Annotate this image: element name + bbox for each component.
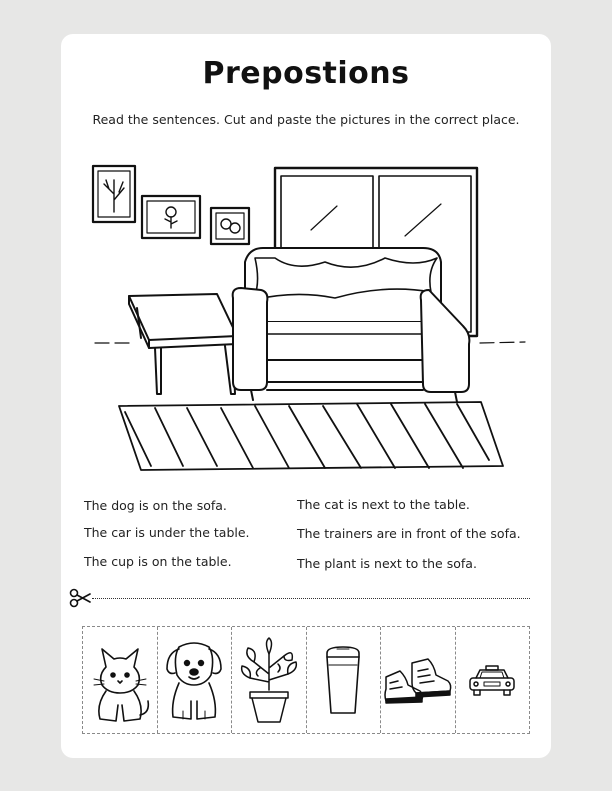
sentence-cup-table: The cup is on the table.	[84, 554, 232, 569]
picture-frame-circles	[211, 208, 249, 244]
picture-frame-branch	[93, 166, 135, 222]
sentence-trainers-sofa: The trainers are in front of the sofa.	[297, 526, 521, 541]
page-title: Prepostions	[202, 56, 410, 91]
picture-frame-flower	[142, 196, 200, 238]
cutout-strip	[82, 626, 530, 734]
sentence-dog-sofa: The dog is on the sofa.	[84, 498, 227, 513]
sofa	[233, 248, 470, 402]
car-icon	[466, 662, 518, 698]
cup-icon	[321, 643, 365, 717]
cutout-card-dog[interactable]	[158, 627, 233, 733]
sentence-plant-sofa: The plant is next to the sofa.	[297, 556, 477, 571]
trainers-icon	[382, 655, 454, 705]
cutout-card-car[interactable]	[456, 627, 530, 733]
table	[129, 294, 237, 394]
cut-line[interactable]	[92, 598, 530, 599]
cutout-card-plant[interactable]	[232, 627, 307, 733]
plant-icon	[236, 634, 302, 726]
instructions: Read the sentences. Cut and paste the pictures in the correct place.	[92, 112, 520, 127]
cutout-card-trainers[interactable]	[381, 627, 456, 733]
cutout-card-cup[interactable]	[307, 627, 382, 733]
scissors-icon	[69, 588, 91, 608]
sentence-car-table: The car is under the table.	[84, 525, 250, 540]
cat-icon	[88, 635, 152, 725]
sentence-cat-table: The cat is next to the table.	[297, 497, 470, 512]
dog-icon	[161, 635, 227, 725]
room-illustration	[85, 150, 540, 480]
rug	[119, 402, 503, 470]
cutout-card-cat[interactable]	[83, 627, 158, 733]
